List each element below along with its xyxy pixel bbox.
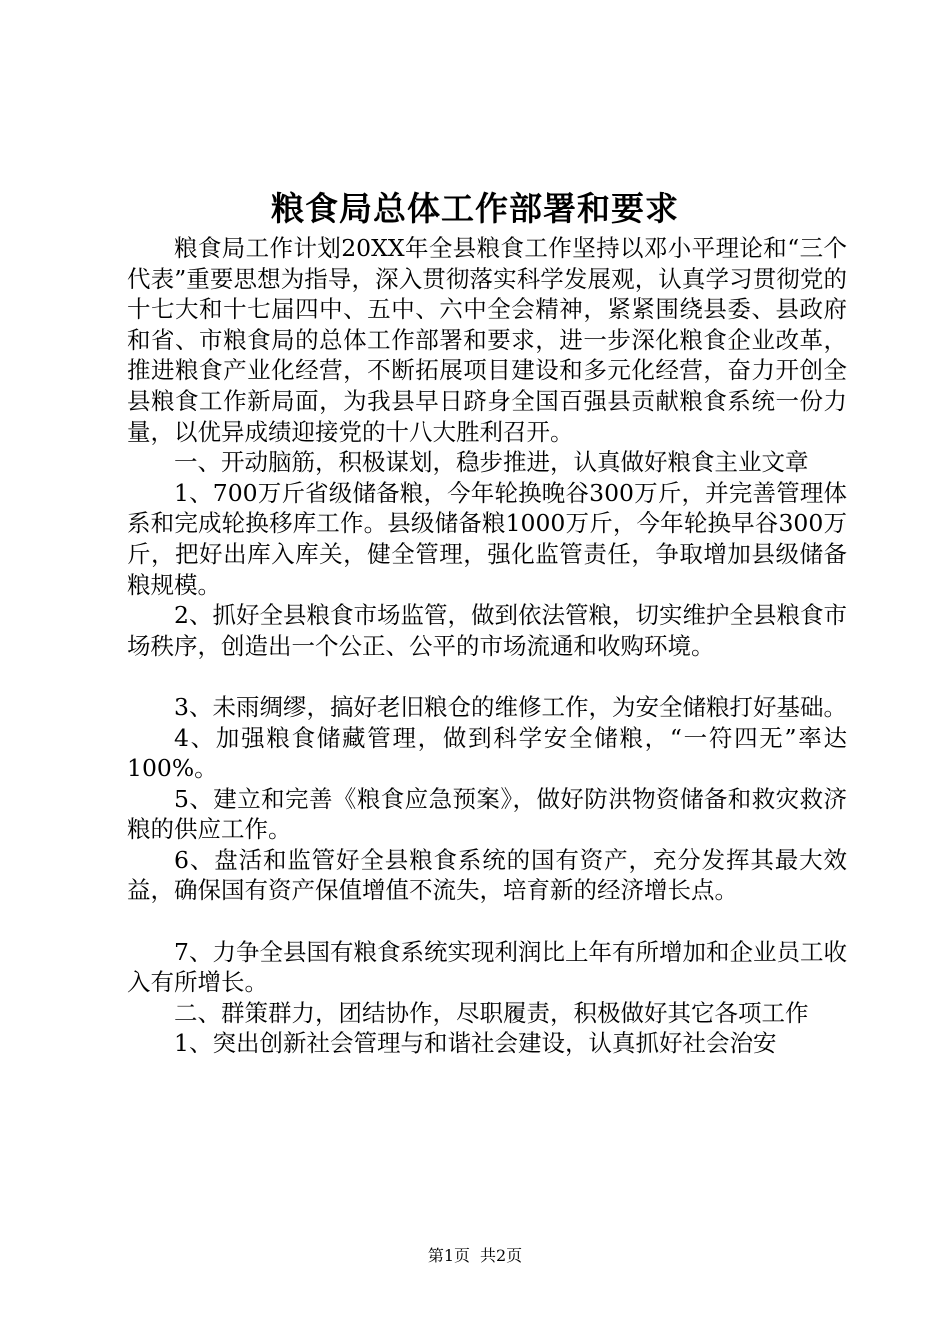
section-heading-1: 一、开动脑筋，积极谋划，稳步推进，认真做好粮食主业文章 (174, 448, 809, 477)
document-body (127, 233, 847, 1059)
list-item-2-1: 1、突出创新社会管理与和谐社会建设，认真抓好社会治安 (174, 1029, 777, 1058)
paragraph-intro: 粮食局工作计划20XX年全县粮食工作坚持以邓小平理论和“三个代表”重要思想为指导，深入贯彻落实科学发展观，认真学习贯彻党的十七大和十七届四中、五中、六中全会精神，紧紧围绕县委、县政府和省、市粮食局的总体工作部署和要求，进一步深化粮食企业改革，推进粮食产业化经营，不断拓展项目建设和多元化经营，奋力开创全县粮食工作新局面，为我县早日跻身全国百强县贡献粮食系统一份力量，以优异成绩迎接党的十八大胜利召开。 (127, 234, 847, 446)
page-number-total: 共2页 (480, 1246, 523, 1265)
list-item-1-2: 2、抓好全县粮食市场监管，做到依法管粮，切实维护全县粮食市场秩序，创造出一个公正、公平的市场流通和收购环境。 (127, 601, 847, 660)
section-heading-2: 二、群策群力，团结协作，尽职履责，积极做好其它各项工作 (174, 998, 809, 1027)
list-item-1-7: 7、力争全县国有粮食系统实现利润比上年有所增加和企业员工收入有所增长。 (127, 937, 847, 997)
page-number-current: 第1页 (427, 1246, 470, 1265)
page-footer (0, 1245, 950, 1267)
list-item-1-1: 1、700万斤省级储备粮，今年轮换晚谷300万斤，并完善管理体系和完成轮换移库工作。县级储备粮1000万斤，今年轮换早谷300万斤，把好出库入库关，健全管理，强化监管责任，争取增加县级储备粮规模。 (127, 478, 847, 599)
list-item-1-4: 4、加强粮食储藏管理，做到科学安全储粮，“一符四无”率达100%。 (127, 723, 847, 783)
document-title: 粮食局总体工作部署和要求 (271, 189, 679, 228)
list-item-1-5: 5、建立和完善《粮食应急预案》，做好防洪物资储备和救灾救济粮的供应工作。 (127, 784, 847, 844)
list-item-1-6: 6、盘活和监管好全县粮食系统的国有资产，充分发挥其最大效益，确保国有资产保值增值不流失，培育新的经济增长点。 (127, 845, 847, 905)
list-item-1-3: 3、未雨绸缪，搞好老旧粮仓的维修工作，为安全储粮打好基础。 (174, 692, 847, 721)
